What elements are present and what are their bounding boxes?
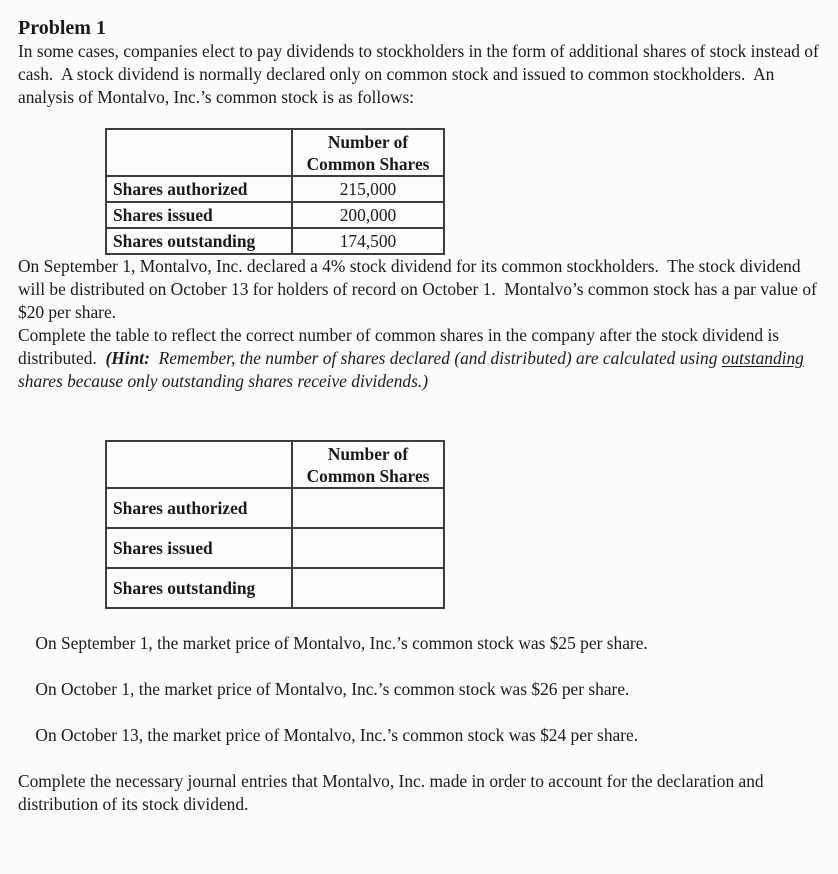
answer-table xyxy=(105,440,445,609)
header-line-2: Common Shares xyxy=(306,153,430,174)
market-prices-paragraph xyxy=(18,609,822,770)
hint-text-after: shares because only outstanding shares receive dividends.) xyxy=(18,348,809,391)
journal-entries-paragraph: Complete the necessary journal entries that Montalvo, Inc. made in order to account for the declaration and distribution of its stock dividend. xyxy=(18,771,768,814)
answer-row-shares-issued-blank-cell xyxy=(292,528,444,568)
answer-row-shares-outstanding-blank-cell xyxy=(292,568,444,608)
header-line-1: Number of xyxy=(327,443,409,464)
answer-row-shares-issued-label: Shares issued xyxy=(106,528,292,568)
answer-row-shares-authorized-blank-cell xyxy=(292,488,444,528)
analysis-row-shares-outstanding-value: 174,500 xyxy=(292,228,444,254)
hint-text-before: Remember, the number of shares declared (and distributed) are calculated using xyxy=(149,348,722,368)
header-line-1: Number of xyxy=(327,131,409,152)
analysis-header-number-of-common-shares xyxy=(292,129,444,176)
table-task-paragraph xyxy=(18,324,822,393)
analysis-row-shares-outstanding-label: Shares outstanding xyxy=(106,228,292,254)
answer-header-number-of-common-shares xyxy=(292,441,444,488)
answer-row-shares-outstanding-label: Shares outstanding xyxy=(106,568,292,608)
table-row xyxy=(106,488,444,528)
answer-row-shares-authorized-label: Shares authorized xyxy=(106,488,292,528)
analysis-row-shares-authorized-label: Shares authorized xyxy=(106,176,292,202)
table-row xyxy=(106,202,444,228)
answer-header-blank-cell xyxy=(106,441,292,488)
header-line-2: Common Shares xyxy=(306,465,430,486)
answer-table-header-row xyxy=(106,441,444,488)
table-row xyxy=(106,228,444,254)
analysis-table xyxy=(105,128,445,255)
analysis-table-header-row xyxy=(106,129,444,176)
table-row xyxy=(106,528,444,568)
analysis-header-blank-cell xyxy=(106,129,292,176)
market-price-line-3: On October 13, the market price of Montalvo, Inc.’s common stock was $24 per share. xyxy=(35,725,639,745)
task-plain-text: Complete the table to reflect the correct number of common shares in the company after the stock dividend is distributed. xyxy=(18,325,784,368)
market-price-line-2: On October 1, the market price of Montalvo, Inc.’s common stock was $26 per share. xyxy=(35,679,630,699)
hint-underlined-word: outstanding xyxy=(721,348,804,368)
dividend-declaration-paragraph: On September 1, Montalvo, Inc. declared a 4% stock dividend for its common stockholders. The stock dividend will be distributed on October 13 for holders of record on October 1. Montalvo’s common stock has a par value of $20 per share. xyxy=(18,256,822,322)
intro-paragraph: In some cases, companies elect to pay dividends to stockholders in the form of additional shares of stock instead of cash. A stock dividend is normally declared only on common stock and issued to common stockholders. An analysis of Montalvo, Inc.’s common stock is as follows: xyxy=(18,41,824,107)
analysis-row-shares-issued-value: 200,000 xyxy=(292,202,444,228)
market-price-line-1: On September 1, the market price of Montalvo, Inc.’s common stock was $25 per share. xyxy=(35,633,648,653)
analysis-row-shares-issued-label: Shares issued xyxy=(106,202,292,228)
problem-title: Problem 1 xyxy=(18,17,106,39)
analysis-row-shares-authorized-value: 215,000 xyxy=(292,176,444,202)
table-row xyxy=(106,176,444,202)
table-row xyxy=(106,568,444,608)
hint-label: (Hint: xyxy=(105,348,150,368)
